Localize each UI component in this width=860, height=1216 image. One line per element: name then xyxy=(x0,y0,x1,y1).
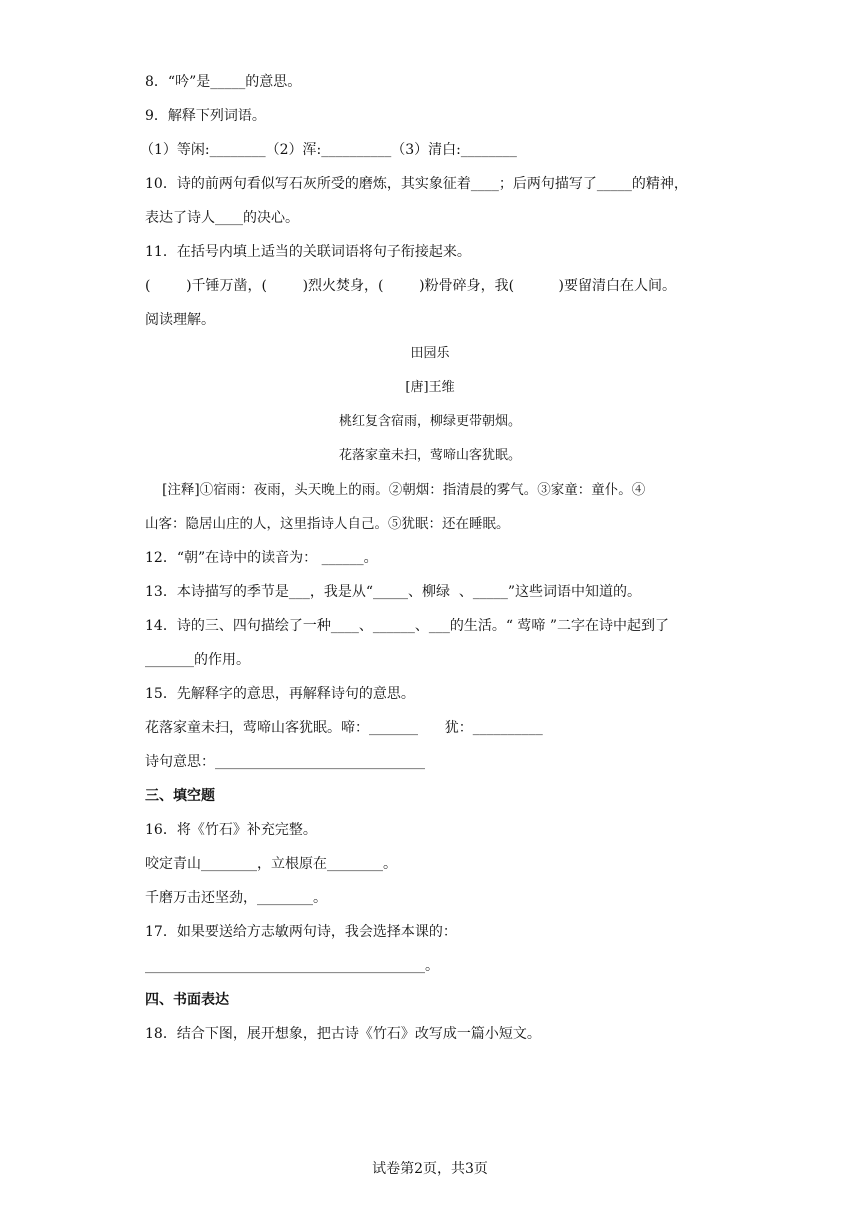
line-q13: 13．本诗描写的季节是___，我是从“_____、柳绿 、_____”这些词语中知道的。 xyxy=(145,584,642,600)
line-q9: 9．解释下列词语。 xyxy=(145,108,266,124)
line-q17-blank: ________________________________________。 xyxy=(145,958,439,974)
line-q14-a: 14．诗的三、四句描绘了一种____、______、___的生活。“ 莺啼 ”二字在诗中起到了 xyxy=(145,618,670,634)
line-q8: 8．“吟”是_____的意思。 xyxy=(145,74,302,90)
line-q16-l2: 千磨万击还坚劲，________。 xyxy=(145,890,327,906)
line-q9-items: （1）等闲:________（2）浑:__________（3）清白:________ xyxy=(140,142,517,158)
line-q17: 17．如果要送给方志敏两句诗，我会选择本课的： xyxy=(145,924,457,940)
line-q15-items: 花落家童未扫，莺啼山客犹眠。啼：_______ 犹：__________ xyxy=(145,720,543,736)
page-footer: 试卷第2页，共3页 xyxy=(372,1161,488,1177)
section-fill-blank: 三、填空题 xyxy=(145,788,215,804)
line-q15-meaning: 诗句意思：______________________________ xyxy=(145,754,425,770)
line-q11-blanks: ( )千锤万凿，( )烈火焚身，( )粉骨碎身，我( )要留清白在人间。 xyxy=(145,278,677,294)
line-q10-b: 表达了诗人____的决心。 xyxy=(145,210,299,226)
poem-author: [唐]王维 xyxy=(405,380,455,395)
line-q15: 15．先解释字的意思，再解释诗句的意思。 xyxy=(145,686,415,702)
line-q11: 11．在括号内填上适当的关联词语将句子衔接起来。 xyxy=(145,244,471,260)
line-q12: 12．“朝”在诗中的读音为： ______。 xyxy=(145,550,378,566)
section-writing: 四、书面表达 xyxy=(145,992,229,1008)
line-q16-l1: 咬定青山________，立根原在________。 xyxy=(145,856,397,872)
poem-notes-a: [注释]①宿雨：夜雨，头天晚上的雨。②朝烟：指清晨的雾气。③家童：童仆。④ xyxy=(145,482,646,498)
reading-heading: 阅读理解。 xyxy=(145,312,215,328)
line-q10-a: 10．诗的前两句看似写石灰所受的磨炼，其实象征着____；后两句描写了_____的精神， xyxy=(145,176,688,192)
line-q14-b: _______的作用。 xyxy=(145,652,250,668)
poem-title: 田园乐 xyxy=(410,346,450,361)
line-q18: 18．结合下图，展开想象，把古诗《竹石》改写成一篇小短文。 xyxy=(145,1026,541,1042)
poem-line-1: 桃红复含宿雨，柳绿更带朝烟。 xyxy=(338,414,521,429)
line-q16: 16．将《竹石》补充完整。 xyxy=(145,822,317,838)
poem-line-2: 花落家童未扫，莺啼山客犹眠。 xyxy=(338,448,521,463)
poem-notes-b: 山客：隐居山庄的人，这里指诗人自己。⑤犹眠：还在睡眠。 xyxy=(145,516,510,532)
